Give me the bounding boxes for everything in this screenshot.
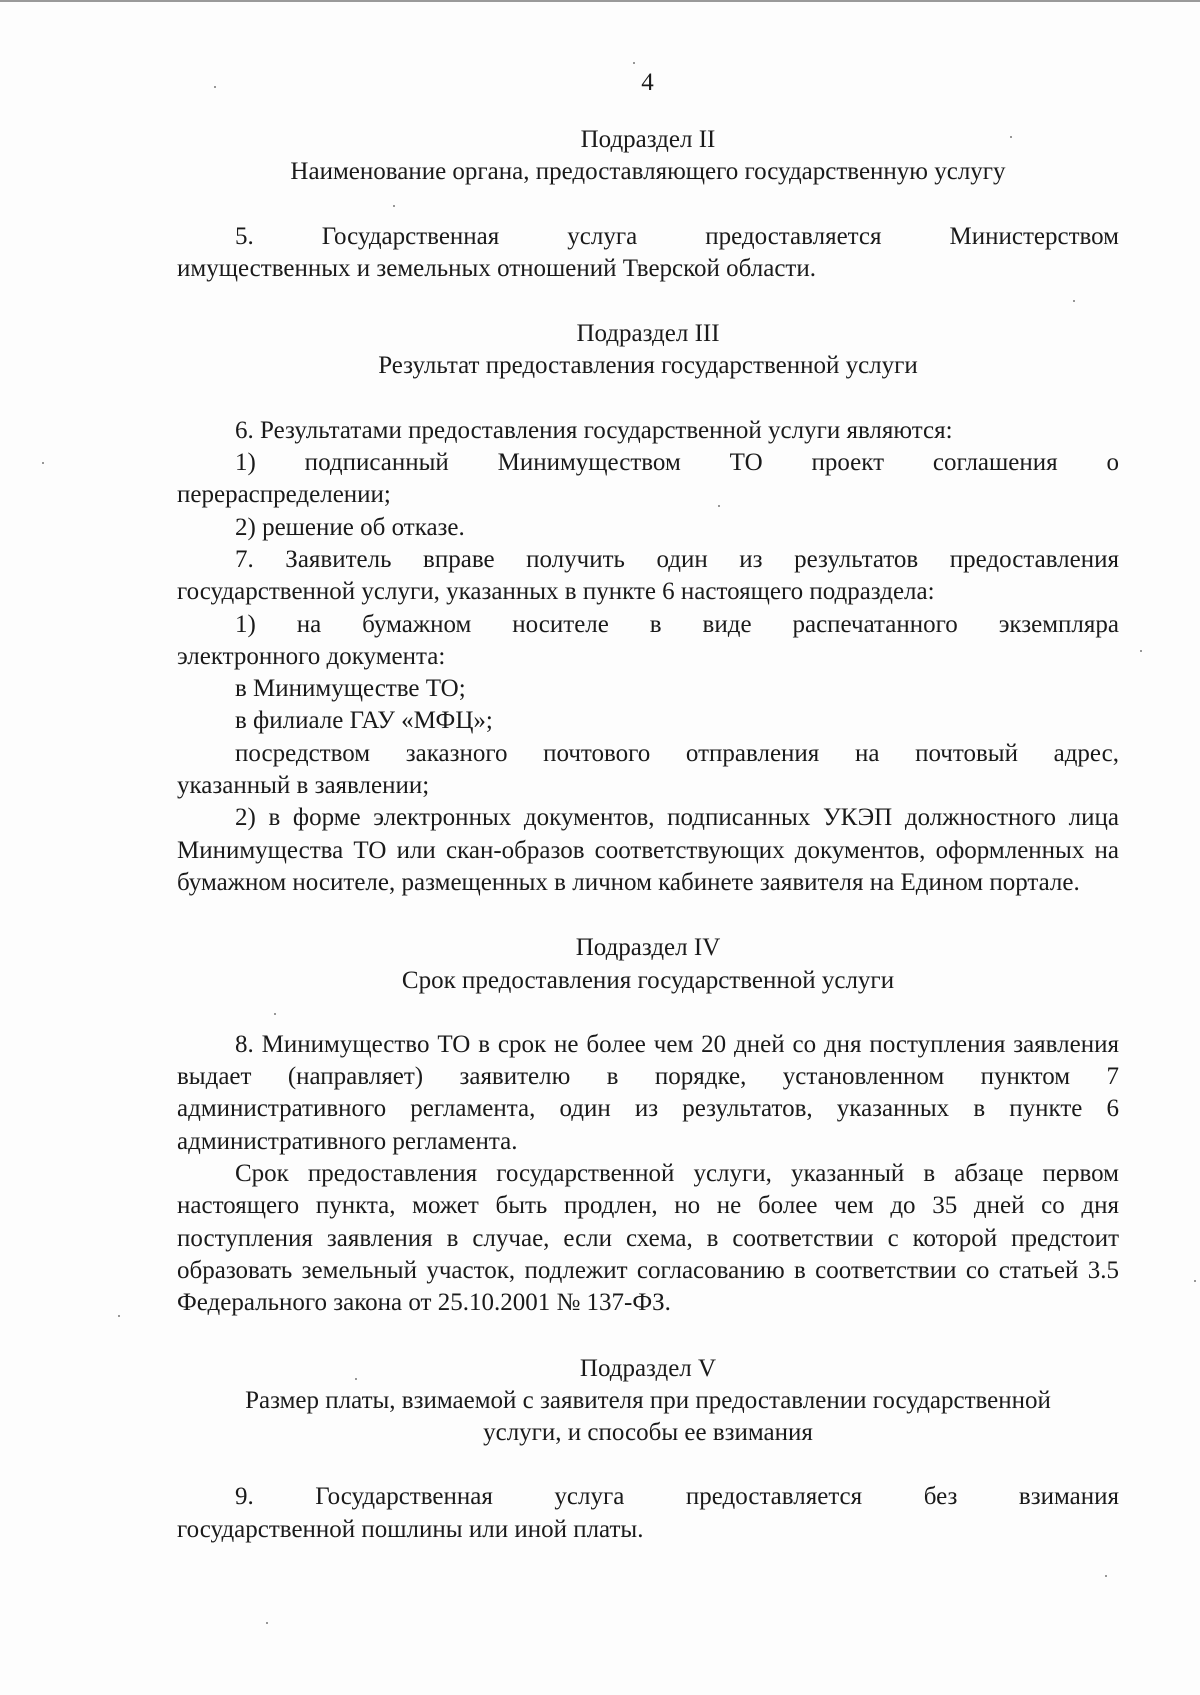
scan-speck — [1073, 300, 1075, 302]
paragraph-7-line-2: государственной услуги, указанных в пункте 6 настоящего подраздела: — [177, 578, 935, 606]
paragraph-8: 8. Минимущество ТО в срок не более чем 20 дней со дня поступления заявления выдает (направляет) заявителю в порядке, установленном пунктом 7 административного регламента, один из результатов, указанных в пункте 6 административного регламента. — [177, 1030, 1119, 1155]
scan-speck — [1194, 1280, 1196, 1282]
scan-speck — [393, 205, 395, 207]
paragraph-6-item-1-line-2: перераспределении; — [177, 481, 391, 509]
paragraph-9-line-1: 9. Государственная услуга предоставляется без взимания — [235, 1483, 1119, 1511]
subsection-5-title-line-2: услуги, и способы ее взимания — [483, 1419, 813, 1447]
scan-speck — [355, 1378, 357, 1380]
subsection-5-heading: Подраздел V — [579, 1354, 717, 1382]
scan-top-edge — [0, 0, 1200, 2]
subsection-4-heading: Подраздел IV — [575, 934, 721, 962]
paragraph-7-item-1-option-c-line-2: указанный в заявлении; — [177, 772, 430, 800]
scan-speck — [718, 505, 720, 507]
document-body — [177, 124, 1119, 1546]
scan-speck — [42, 462, 44, 464]
page-number: 4 — [641, 69, 654, 96]
paragraph-7-item-1-line-1: 1) на бумажном носителе в виде распечатанного экземпляра — [235, 610, 1119, 638]
paragraph-7-item-1-option-c-line-1: посредством заказного почтового отправления на почтовый адрес, — [235, 739, 1119, 767]
paragraph-6-item-1-line-1: 1) подписанный Минимуществом ТО проект соглашения о — [235, 449, 1119, 477]
paragraph-7-item-1-option-b: в филиале ГАУ «МФЦ»; — [235, 707, 493, 735]
paragraph-6: 6. Результатами предоставления государственной услуги являются: — [235, 416, 953, 444]
subsection-4-title: Срок предоставления государственной услуги — [401, 966, 895, 994]
scan-speck — [266, 1622, 268, 1624]
scan-speck — [274, 1013, 276, 1015]
paragraph-5-line-2: имущественных и земельных отношений Тверской области. — [177, 254, 816, 282]
paragraph-6-item-2: 2) решение об отказе. — [235, 513, 465, 541]
scan-speck — [1010, 136, 1012, 138]
paragraph-7-item-2: 2) в форме электронных документов, подписанных УКЭП должностного лица Минимущества ТО или скан-образов соответствующих документов, оформленных на бумажном носителе, размещенных в личном кабинете заявителя на Едином портале. — [177, 804, 1119, 896]
paragraph-8-extension: Срок предоставления государственной услуги, указанный в абзаце первом настоящего пункта, может быть продлен, но не более чем до 35 дней со дня поступления заявления в случае, если схема, в соответствии с которой предстоит образовать земельный участок, подлежит согласованию в соответствии со статьей 3.5 Федерального закона от 25.10.2001 № 137-ФЗ. — [177, 1160, 1119, 1317]
scan-speck — [214, 86, 216, 88]
subsection-5-title-line-1: Размер платы, взимаемой с заявителя при предоставлении государственной — [245, 1386, 1051, 1414]
scan-speck — [118, 1315, 120, 1317]
subsection-2-title: Наименование органа, предоставляющего государственную услугу — [290, 158, 1006, 186]
scan-speck — [633, 62, 635, 64]
paragraph-9-line-2: государственной пошлины или иной платы. — [177, 1515, 644, 1543]
paragraph-7-item-1-option-a: в Минимуществе ТО; — [235, 675, 466, 703]
scan-speck — [1140, 650, 1142, 652]
subsection-3-title: Результат предоставления государственной услуги — [378, 352, 918, 380]
paragraph-7-line-1: 7. Заявитель вправе получить один из результатов предоставления — [235, 545, 1119, 573]
subsection-3-heading: Подраздел III — [576, 320, 720, 348]
subsection-2-heading: Подраздел II — [580, 126, 716, 153]
scan-speck — [1105, 1575, 1107, 1577]
paragraph-5-line-1: 5. Государственная услуга предоставляется Министерством — [235, 222, 1119, 250]
paragraph-7-item-1-line-2: электронного документа: — [177, 642, 446, 670]
